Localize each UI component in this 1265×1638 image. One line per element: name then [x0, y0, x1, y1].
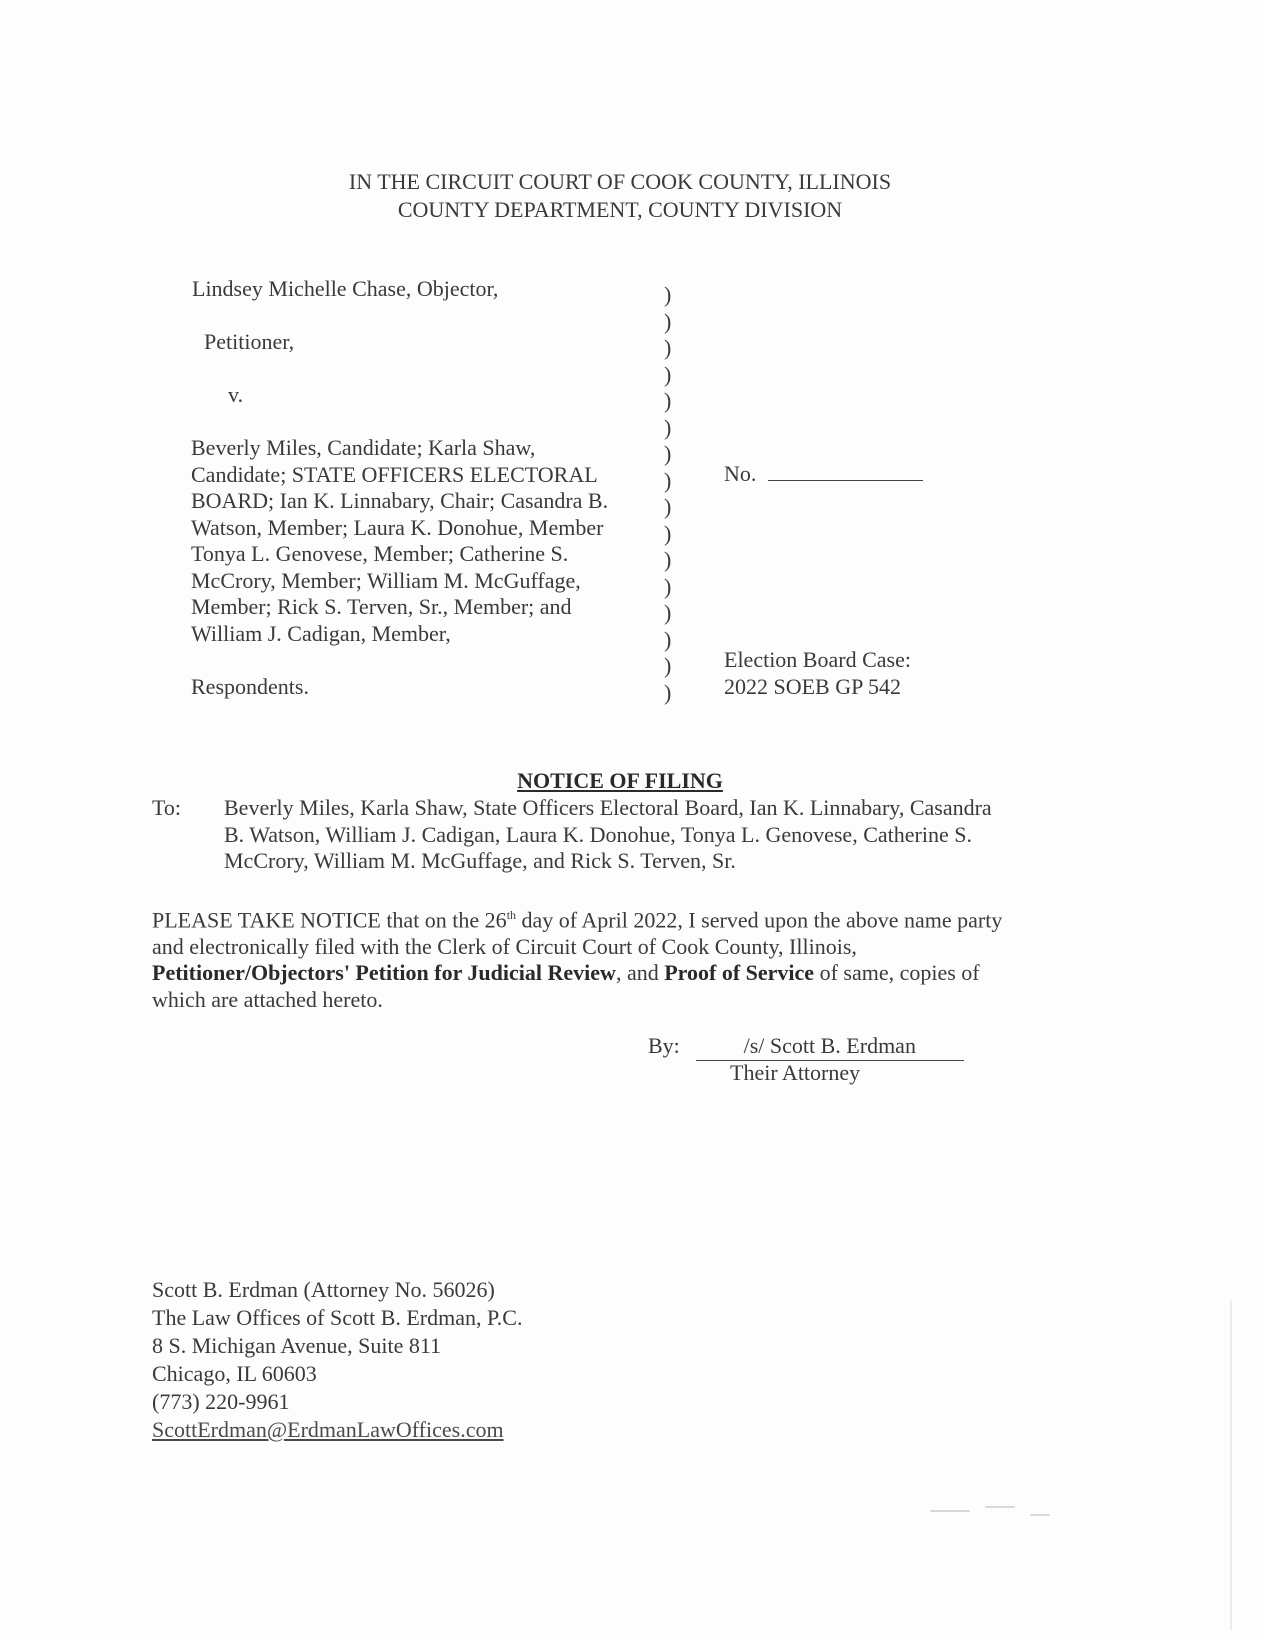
- respondents-line: William J. Cadigan, Member,: [191, 620, 451, 646]
- respondents-line: Member; Rick S. Terven, Sr., Member; and: [191, 594, 572, 619]
- case-number: [724, 461, 923, 488]
- court-heading-line2: COUNTY DEPARTMENT, COUNTY DIVISION: [397, 197, 843, 222]
- petitioner-label: Petitioner,: [204, 329, 295, 354]
- notice-text: , and: [615, 960, 665, 986]
- attorney-address1: 8 S. Michigan Avenue, Suite 811: [152, 1333, 442, 1358]
- to-line: McCrory, William M. McGuffage, and Rick S. Terven, Sr.: [224, 848, 736, 873]
- respondents-line: Tonya L. Genovese, Member; Catherine S.: [191, 541, 569, 566]
- respondents-line: McCrory, Member; William M. McGuffage,: [191, 567, 581, 593]
- notice-body-line1: [152, 902, 1002, 934]
- signature-role: Their Attorney: [730, 1060, 861, 1085]
- court-heading-line1: IN THE CIRCUIT COURT OF COOK COUNTY, ILLINOIS: [348, 169, 892, 194]
- objector-name: Lindsey Michelle Chase, Objector,: [192, 276, 499, 301]
- notice-body-line3: [152, 960, 1002, 987]
- scan-edge: [1230, 1300, 1232, 1630]
- to-recipients: [224, 795, 992, 875]
- case-number-label: No.: [724, 461, 757, 486]
- scan-smudge: [930, 1510, 970, 1512]
- to-line: Beverly Miles, Karla Shaw, State Officers Electoral Board, Ian K. Linnabary, Casandra: [224, 795, 992, 820]
- election-case-label: Election Board Case:: [724, 647, 911, 672]
- document-title-petition: Petitioner/Objectors' Petition for Judicial Review: [152, 960, 616, 986]
- notice-title: NOTICE OF FILING: [517, 768, 723, 793]
- respondents-line: BOARD; Ian K. Linnabary, Chair; Casandra B.: [191, 488, 609, 513]
- attorney-email-link[interactable]: ScottErdman@ErdmanLawOffices.com: [152, 1417, 504, 1442]
- respondents-list: [191, 435, 608, 647]
- notice-text: of same, copies of: [814, 960, 980, 986]
- signature-text: /s/ Scott B. Erdman: [696, 1033, 964, 1061]
- ordinal-suffix: th: [506, 908, 517, 922]
- attorney-name: Scott B. Erdman (Attorney No. 56026): [152, 1277, 495, 1302]
- election-case-number: 2022 SOEB GP 542: [724, 674, 902, 699]
- by-label: By:: [648, 1033, 680, 1058]
- attorney-phone: (773) 220-9961: [152, 1389, 290, 1414]
- attorney-block: [152, 1276, 522, 1444]
- to-label: To:: [152, 795, 182, 820]
- to-line: B. Watson, William J. Cadigan, Laura K. Donohue, Tonya L. Genovese, Catherine S.: [224, 821, 972, 847]
- respondents-line: Watson, Member; Laura K. Donohue, Member: [191, 514, 604, 540]
- notice-body: [152, 902, 1002, 1013]
- document-title-proof: Proof of Service: [664, 960, 815, 986]
- case-number-blank: [768, 466, 923, 481]
- notice-text: PLEASE TAKE NOTICE that on the 26: [152, 907, 507, 933]
- respondents-label: Respondents.: [191, 674, 309, 699]
- notice-body-line4: which are attached hereto.: [152, 986, 383, 1012]
- scan-smudge: [985, 1506, 1015, 1508]
- scan-smudge: [1030, 1514, 1050, 1516]
- respondents-line: Beverly Miles, Candidate; Karla Shaw,: [191, 435, 536, 460]
- caption-divider: ) ) ) ) ) ) ) ) ) ) ) ) ) ) ) ): [664, 282, 672, 705]
- signature-line: [648, 1033, 964, 1061]
- notice-body-line2: and electronically filed with the Clerk of Circuit Court of Cook County, Illinois,: [152, 933, 857, 959]
- attorney-address2: Chicago, IL 60603: [152, 1361, 317, 1386]
- versus-label: v.: [228, 382, 244, 407]
- attorney-firm: The Law Offices of Scott B. Erdman, P.C.: [152, 1305, 523, 1330]
- notice-text: day of April 2022, I served upon the above name party: [516, 907, 1003, 933]
- respondents-line: Candidate; STATE OFFICERS ELECTORAL: [191, 461, 598, 487]
